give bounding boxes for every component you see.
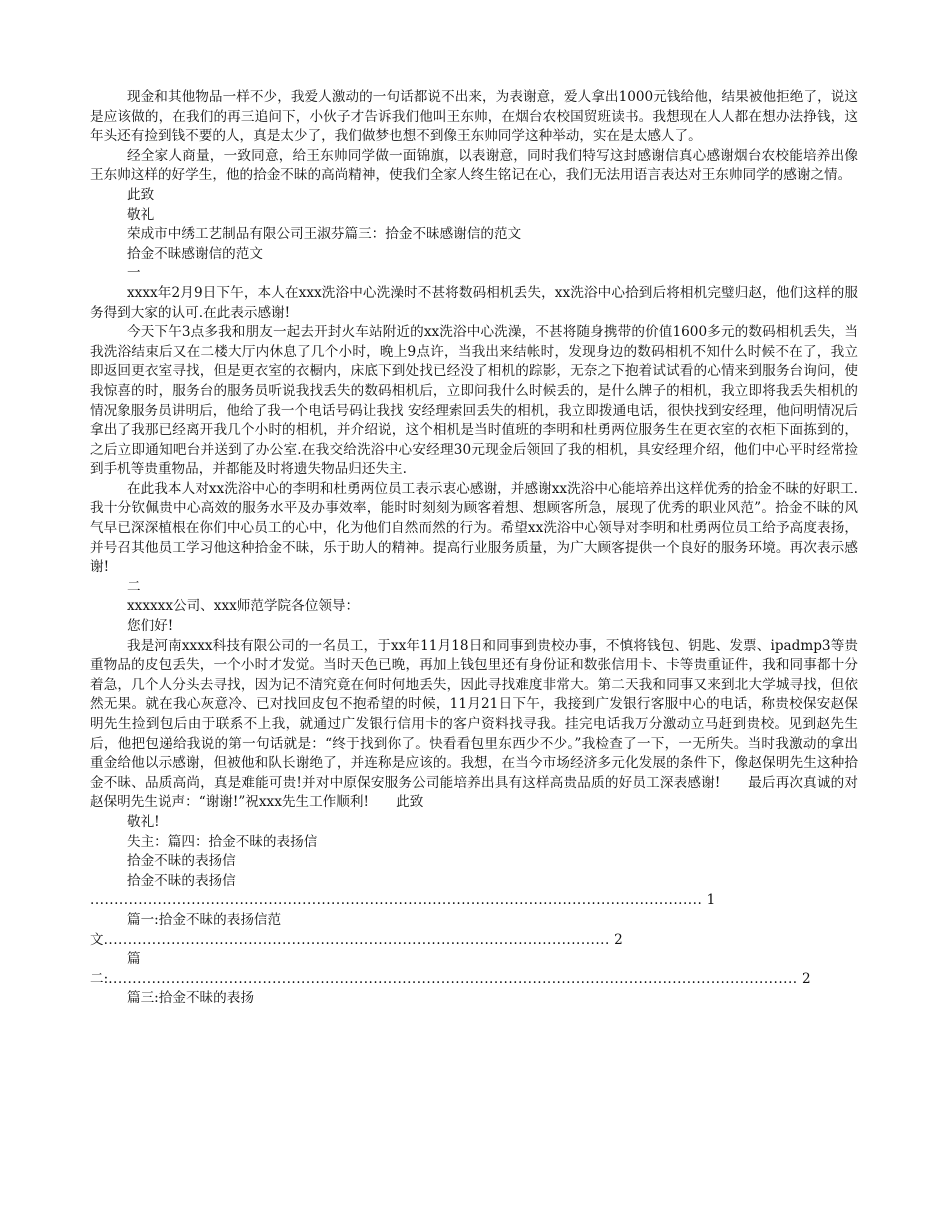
toc-page: 1 (706, 892, 716, 909)
toc-entry-0 (90, 891, 858, 911)
toc-dots: ............................................................................................................................................... (108, 970, 798, 987)
line-signature: 荣成市中绣工艺制品有限公司王淑芬篇三：拾金不昧感谢信的范文 (127, 226, 522, 243)
toc-label: 二: (90, 970, 109, 987)
paragraph-0: 现金和其他物品一样不少，我爱人激动的一句话都说不出来，为表谢意，爱人拿出1000元钱给他，结果被他拒绝了，说这是应该做的，在我们的再三追问下，小伙子才告诉我们他叫王东帅，在烟台农校国贸班读书。我想现在人人都在想办法挣钱，这年头还有捡到钱不要的人，真是太少了，我们做梦也想不到像王东帅同学这种举动，实在是太感人了。 (90, 89, 858, 145)
line-section-title: 拾金不昧感谢信的范文 (127, 245, 263, 262)
paragraph-7: xxxx年2月9日下午，本人在xxx洗浴中心洗澡时不甚将数码相机丢失，xx洗浴中心拾到后将相机完璧归赵，他们这样的服务得到大家的认可.在此表示感谢! (90, 284, 858, 321)
paragraph-9: 在此我本人对xx洗浴中心的李明和杜勇两位员工表示衷心感谢，并感谢xx洗浴中心能培养出这样优秀的拾金不昧的好职工.我十分钦佩贵中心高效的服务水平及办事效率，能时时刻刻为顾客着想、想顾客所急，展现了优秀的职业风范”。拾金不昧的风气早已深深植根在你们中心员工的心中，化为他们自然而然的行为。希望xx洗浴中心领导对李明和杜勇两位员工给予高度表扬，并号召其他员工学习他这种拾金不昧，乐于助人的精神。提高行业服务质量，为广大顾客提供一个良好的服务环境。再次表示感谢! (90, 480, 858, 576)
line-closing: 敬礼! (127, 813, 160, 830)
toc-page: 2 (801, 970, 811, 987)
toc-dots: ......................................................................................................... (103, 931, 610, 948)
line-section-two: 二 (127, 578, 141, 595)
paragraph-13: 我是河南xxxx科技有限公司的一名员工，于xx年11月18日和同事到贵校办事，不慎将钱包、钥匙、发票、ipadmp3等贵重物品的皮包丢失，一个小时才发觉。当时天色已晚，再加上钱包里还有身份证和数张信用卡、卡等贵重证件，我和同事都十分着急，几个人分头去寻找，因为记不清究竟在何时何地丢失，因此寻找难度非常大。第二天我和同事又来到北大学城寻找，但依然无果。就在我心灰意冷、已对找回皮包不抱希望的时候，11月21日下午，我接到广发银行客服中心的电话，称贵校保安赵保明先生捡到包后由于联系不上我，就通过广发银行信用卡的客户资料找寻我。挂完电话我万分激动立马赶到贵校。见到赵先生后，他把包递给我说的第一句话就是：“终于找到你了。快看看包里东西少不少。”我检查了一下，一无所失。当时我激动的拿出重金给他以示感谢，但被他和队长谢绝了，并连称是应该的。我想，在当今市场经济多元化发展的条件下，像赵保明先生这种拾金不昧、品质高尚，真是难能可贵!并对中原保安服务公司能培养出具有这样高贵品质的好员工深表感谢! 最后再次真诚的对赵保明先生说声：“谢谢!”祝xxx先生工作顺利! 此致 (90, 637, 858, 811)
toc-entry-2 (90, 970, 858, 990)
paragraph-1: 经全家人商量，一致同意，给王东帅同学做一面锦旗，以表谢意，同时我们特写这封感谢信真心感谢烟台农校能培养出像王东帅这样的好学生，他的拾金不昧的高尚精神，使我们全家人终生铭记在心，我们无法用语言表达对王东帅同学的感谢之情。 (90, 147, 858, 184)
line-greeting: 您们好! (127, 618, 174, 635)
toc-entry-2-head: 篇 (127, 951, 141, 968)
paragraph-8: 今天下午3点多我和朋友一起去开封火车站附近的xx洗浴中心洗澡，不甚将随身携带的价值1600多元的数码相机丢失，当我洗浴结束后又在二楼大厅内休息了几个小时，晚上9点许，当我出来结帐时，发现身边的数码相机不知什么时候不在了，我立即返回更衣室寻找，但是更衣室的衣橱内，床底下到处找已经没了相机的踪影，无奈之下抱着试试看的心情来到服务台询问，使我惊喜的时，服务台的服务员听说我找丢失的数码相机后，立即问我什么时候丢的，是什么牌子的相机，我立即将我丢失相机的情况象服务员讲明后，他给了我一个电话号码让我找 安经理索回丢失的相机，我立即拨通电话，很快找到安经理，他问明情况后拿出了我那已经离开我几个小时的相机，并介绍说，这个相机是当时值班的李明和杜勇两位服务生在更衣室的衣柜下面拣到的，之后立即通知吧台并送到了办公室.在我交给洗浴中心安经理30元现金后领回了我的相机，具安经理介绍，他们中心平时经常捡到手机等贵重物品，并都能及时将遗失物品归还失主. (90, 324, 858, 478)
toc-entry-1-head: 篇一:拾金不昧的表扬信范 (127, 911, 282, 928)
document-body (90, 88, 858, 1009)
toc-page: 2 (614, 931, 623, 948)
line-praise-title-2: 拾金不昧的表扬信 (127, 872, 236, 889)
line-salutation-jingli: 敬礼 (127, 206, 155, 223)
line-section-one: 一 (127, 265, 141, 282)
line-addressee: xxxxxx公司、xxx师范学院各位领导： (127, 598, 360, 615)
toc-label: 文 (90, 931, 104, 948)
toc-dots: ............................................................................................................................... (90, 892, 703, 909)
line-owner: 失主：篇四：拾金不昧的表扬信 (127, 833, 318, 850)
toc-entry-1 (90, 931, 858, 951)
line-salutation-cizhi: 此致 (127, 186, 155, 203)
line-praise-title-1: 拾金不昧的表扬信 (127, 853, 236, 870)
toc-tail: 篇三:拾金不昧的表扬 (127, 990, 254, 1007)
